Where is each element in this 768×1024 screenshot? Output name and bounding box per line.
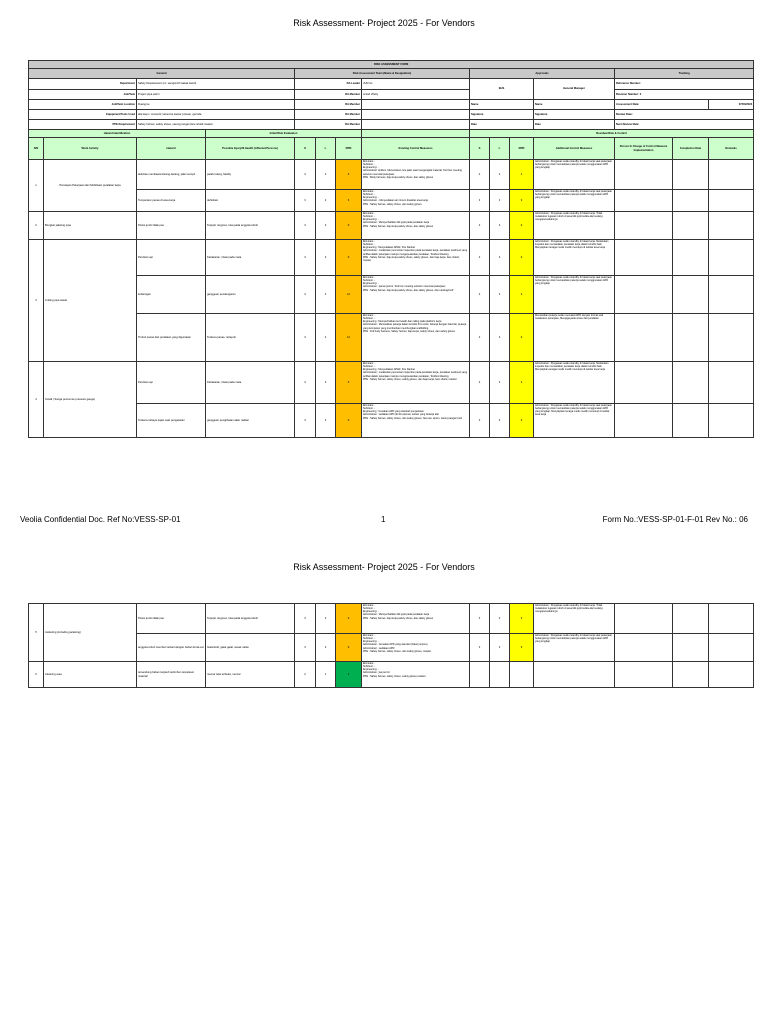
residual-likelihood-cell: 2 [490, 160, 510, 190]
spacer-header [362, 130, 470, 138]
rpn-cell: 2 [336, 662, 362, 688]
risk-assessment-table-continued [28, 603, 754, 688]
department-value: Safety Departement (cc. wengsinrih kakak kamil) [137, 79, 295, 90]
footer-form-number: Form No.:VESS-SP-01-F-01 Rev No.: 06 [602, 515, 748, 524]
rpn-cell: 9 [336, 404, 362, 438]
form-title: RISK ASSESSMENT FORM [29, 61, 754, 69]
equipment-label: Equipment/Tools Used [29, 110, 137, 120]
additional-controls-cell: Administrasi : Pengawas selalu standby di lokasi kerja saat pekerjaan berlangsung untuk memastikan pekerja selalu menggunakan APD yang lengkap [534, 634, 615, 662]
person-cell [615, 276, 673, 314]
hazard-cell: anggota tubuh memberi terkait dengan bahan kimia est [137, 634, 206, 662]
sn-cell: 6 [29, 662, 44, 688]
work-activity-cell: Cutting pipa waste [44, 240, 137, 362]
additional-controls-cell: Administrasi : Pengawas selalu standby di lokasi kerja. Melakukan inspeksi dan memastikan peralatan kerja dalam kondisi baik. Menyiapkan tenaga medis medik menutupi di sekitar area kerja [534, 240, 615, 276]
residual-severity-cell: 3 [470, 314, 490, 362]
additional-controls-cell: Administrasi : Pengawas selalu standby di lokasi kerja saat pekerjaan berlangsung untuk memastikan pekerja selalu menggunakan APD yang lengkap, Menyiapkan tenaga medis medik menutupi di sekitar area kerja [534, 404, 615, 438]
remarks-cell [709, 314, 754, 362]
existing-controls-cell: Eliminasi: - Subtitusi: - Engineering: - Administrasi : pacsa permit, Tool box meeting sebelum memulai pekerjaan PPE : Safety helmet, baju kerja,safety shoes, dan safety gloves, dan earplug/muff [362, 276, 470, 314]
likelihood-cell: 3 [316, 634, 336, 662]
residual-severity-cell: 3 [470, 276, 490, 314]
severity-cell: 3 [295, 160, 316, 190]
existing-controls-cell: Eliminasi: - Subtitusi: - Engineering : Menyediakan APAR, Fire blanket Administrasi : melakukan pencucian inspection pada peralatan kerja, peralatan sediment yang terlibat dalam pekerjaan mampu mengoperasikan peralatan, Toolbox Meeting PPE : Safety helmet, baju kerja,safety shoes, safety gloves, dan baju kerja, face shield, masker [362, 240, 470, 276]
hazard-cell: Percikan api [137, 240, 206, 276]
residual-rpn-cell: 9 [510, 362, 534, 404]
likelihood-cell: 2 [316, 190, 336, 212]
residual-severity-cell: 3 [470, 190, 490, 212]
hazard-cell: kebisingan [137, 276, 206, 314]
signature-label: Signature [470, 110, 534, 120]
remarks-cell [709, 276, 754, 314]
completion-cell [673, 240, 709, 276]
injury-cell: Terjepit, tergores, luka pada anggota tubuh [206, 212, 295, 240]
hazard-cell: tersandung bahan terjatuh tertimbun terpeleset material [137, 662, 206, 688]
assessment-date-label: Assessment Date: [615, 100, 709, 110]
ppe-value: Safety helmet, safety shoes, sarung tangan,face shield,masker [137, 120, 295, 130]
sn-cell: 2 [29, 212, 44, 240]
additional-controls-cell: Administrasi : Pengawas selalu standby di lokasi kerja saat pekerjaan berlangsung untuk memastikan pekerja selalu menggunakan APD yang lengkap [534, 160, 615, 190]
residual-likelihood-cell: 3 [490, 276, 510, 314]
severity-cell: 3 [295, 404, 316, 438]
hazard-identification-header: Hazard Identification [29, 130, 206, 138]
hazard-cell: Percikan api [137, 362, 206, 404]
col-rpn-residual: RPN [510, 138, 534, 160]
work-activity-cell: Persiapan Pekerjaan dan Mobilisasi peralatan kerja [44, 160, 137, 212]
residual-severity-cell: 3 [470, 634, 490, 662]
date-label-2: Date [534, 120, 615, 130]
residual-severity-cell: 2 [470, 160, 490, 190]
residual-likelihood-cell: 3 [490, 212, 510, 240]
ra-leader-label: RA Leader [295, 79, 362, 90]
equipment-value: alat kayu / cementir, kloset ke kamar prosesi, gerinda [137, 110, 295, 120]
additional-controls-cell: Administrasi : Pengawas selalu standby di lokasi kerja saat pekerjaan berlangsung untuk memastikan pekerja selalu menggunakan APD yang lengkap [534, 190, 615, 212]
likelihood-cell: 3 [316, 212, 336, 240]
hazard-cell: Temperatur panas di area kerja [137, 190, 206, 212]
severity-cell: 3 [295, 190, 316, 212]
ehs-label: EHS [470, 79, 534, 100]
existing-controls-cell: Eliminasi: - Subtitusi: - Engineering : Memperhatikan ke bawah dan railing pada platform kerja Administrasi : Memastikan pekerja dalam kondisi fit to work, bekerja dengan hati-hati, pekerja yang kompeten yang memberikan membungkai scaffolding PPE : Full body harness, Safety helmet, baju kerja, safety shoes, dan safety gloves [362, 314, 470, 362]
col-l-residual: L [490, 138, 510, 160]
severity-cell: 3 [295, 314, 316, 362]
location-value: Ruang ke [137, 100, 295, 110]
likelihood-cell: 3 [316, 604, 336, 634]
residual-rpn-cell: 9 [510, 634, 534, 662]
initial-risk-header: Initial Risk Evaluation [206, 130, 362, 138]
revision-number-label: Revision Number: 0 [615, 90, 754, 100]
job-task-value: Project pipa sarinr [137, 90, 295, 100]
injury-cell: dehidrasi [206, 190, 295, 212]
remarks-cell [709, 190, 754, 212]
residual-likelihood-cell: 3 [490, 604, 510, 634]
col-l: L [316, 138, 336, 160]
approvals-header: Approvals [470, 69, 615, 79]
sn-cell: 5 [29, 604, 44, 662]
residual-risk-header: Residual Risk & Control [470, 130, 754, 138]
rpn-cell: 9 [336, 240, 362, 276]
person-cell [615, 190, 673, 212]
likelihood-cell: 3 [316, 404, 336, 438]
rpn-cell: 12 [336, 276, 362, 314]
residual-severity-cell: 3 [470, 212, 490, 240]
person-cell [615, 404, 673, 438]
residual-likelihood-cell [490, 662, 510, 688]
person-cell [615, 314, 673, 362]
person-cell [615, 662, 673, 688]
general-header: General [29, 69, 295, 79]
ra-leader-value: JUM ret [362, 79, 470, 90]
additional-controls-cell: Administrasi : Pengawas selalu standby di lokasi kerja. Melakukan inspeksi dan memastikan peralatan kerja dalam kondisi baik. Menyiapkan tenaga medis medik menutupi di sekitar area kerja [534, 362, 615, 404]
work-activity-cell: Cleaning area [44, 662, 137, 688]
col-completion-date: Completion Date [673, 138, 709, 160]
completion-cell [673, 362, 709, 404]
person-cell [615, 160, 673, 190]
injury-cell: Gatal kulit, gatal gatal, sesak nafas [206, 634, 295, 662]
residual-rpn-cell [510, 662, 534, 688]
person-cell [615, 604, 673, 634]
existing-controls-cell: Eliminasi: - Subtitusi: - Engineering: - Administrasi : Memperhatikan titik jepit pada peralatan kerja PPE : Safety helmet, baju kerja,safety shoes, dan safety gloves [362, 212, 470, 240]
person-cell [615, 362, 673, 404]
sn-cell: 3 [29, 240, 44, 362]
residual-rpn-cell: 9 [510, 604, 534, 634]
severity-cell: 3 [295, 212, 316, 240]
completion-cell [673, 276, 709, 314]
risk-assessment-table [28, 60, 754, 438]
residual-severity-cell: 3 [470, 404, 490, 438]
department-label: Department [29, 79, 137, 90]
injury-cell: gangguan pendengaran [206, 276, 295, 314]
completion-cell [673, 314, 709, 362]
injury-cell: patah tulang, fatality [206, 160, 295, 190]
additional-controls-cell: Administrasi : Pengawas selalu standby di lokasi kerja. Tidak melakukan tugasan tubuh di area titik jepit ketika alat sedang mengoperasikannya [534, 212, 615, 240]
col-sn: S/N [29, 138, 44, 160]
hazard-cell: Posisi jumbi tidak pas [137, 604, 206, 634]
hazard-cell: Timbul panas dari peralatan yang digunakan [137, 314, 206, 362]
injury-cell: Kebakaran, iritasi pada mata [206, 362, 295, 404]
existing-controls-cell: Eliminasi: - Subtitusi: - Engineering : Gunakan APD yang standart pengelasan Administrasi : sediakan APD (kit kit operasi, sekian yang bekerja dan PPE : Safety helmet, safety shoes, dan safety gloves, face las, apron, sarung tangan kulit [362, 404, 470, 438]
ra-member-label-3: RA Member [295, 110, 362, 120]
completion-cell [673, 212, 709, 240]
existing-controls-cell: Eliminasi: - Subtitusi: - Engineering: - Administrasi : Memperhatikan titik jepit pada peralatan kerja PPE : Safety helmet, baju kerja,safety shoes, dan safety gloves [362, 604, 470, 634]
location-label: Job/Task Location [29, 100, 137, 110]
severity-cell: 3 [295, 604, 316, 634]
ppe-label: PPE Requirement [29, 120, 137, 130]
additional-controls-cell: Administrasi : Pengawas selalu standby di lokasi kerja. Tidak melakukan tugasan tubuh di area titik jepit ketika alat sedang mengoperasikannya [534, 604, 615, 634]
remarks-cell [709, 160, 754, 190]
col-s-residual: S [470, 138, 490, 160]
remarks-cell [709, 404, 754, 438]
col-injury: Possible Injury/Ill Health (Affected Persons) [206, 138, 295, 160]
residual-rpn-cell: 9 [510, 314, 534, 362]
injury-cell: Terjepit, tergores, luka pada anggota tubuh [206, 604, 295, 634]
severity-cell: 2 [295, 662, 316, 688]
team-header: Risk Assessment Team (Name & Designation) [295, 69, 470, 79]
severity-cell: 3 [295, 240, 316, 276]
hazard-cell: Terkena cahaya pajan saat pengelasan [137, 404, 206, 438]
residual-likelihood-cell: 3 [490, 190, 510, 212]
review-date-label: Review Date: [615, 110, 754, 120]
ra-member-value-4 [362, 120, 470, 130]
job-task-label: Job/Task [29, 90, 137, 100]
hazard-cell: aktivitas membawa barang-barang, jalan sempit [137, 160, 206, 190]
residual-likelihood-cell: 3 [490, 240, 510, 276]
existing-controls-cell: Eliminasi: - Subtitusi: - Engineering: - Administrasi: - Menyediakan air minum disekitar area kerja PPE : Safety helmet, safety shoes, dan safety gloves [362, 190, 470, 212]
existing-controls-cell: Eliminasi: - Subtitusi: - Engineering : Menyediakan APAR, Fire blanket Administrasi : melakukan pencucian inspection pada peralatan kerja, peralatan sediment yang terlibat dalam pekerjaan mampu mengoperasikan peralatan, Toolbox Meeting PPE : Safety helmet, safety shoes, safety gloves, dan baju kerja, face shield, masker [362, 362, 470, 404]
residual-rpn-cell: 9 [510, 276, 534, 314]
sn-cell: 1 [29, 160, 44, 212]
likelihood-cell: 1 [316, 662, 336, 688]
existing-controls-cell: Eliminasi: - Subtitusi: - Engineering: - Administrasi : jsa permit PPE : Safety helmet, safety shoes, safety gloves,masker [362, 662, 470, 688]
footer-page-number: 1 [381, 515, 386, 524]
rpn-cell: 9 [336, 604, 362, 634]
residual-rpn-cell: 9 [510, 212, 534, 240]
severity-cell: 3 [295, 276, 316, 314]
severity-cell: 3 [295, 634, 316, 662]
residual-severity-cell [470, 662, 490, 688]
completion-cell [673, 662, 709, 688]
ra-member-label-1: RA Member [295, 90, 362, 100]
next-review-date-label: Next Review Date: [615, 120, 754, 130]
remarks-cell [709, 240, 754, 276]
name-label: Name [470, 100, 534, 110]
name-label-2: Name [534, 100, 615, 110]
residual-rpn-cell: 9 [510, 404, 534, 438]
col-existing-controls: Existing Control Measures [362, 138, 470, 160]
completion-cell [673, 160, 709, 190]
page-title-2: Risk Assessment- Project 2025 - For Vendors [293, 562, 475, 572]
signature-label-2: Signature [534, 110, 615, 120]
ra-member-value-3 [362, 110, 470, 120]
severity-cell: 3 [295, 362, 316, 404]
completion-cell [673, 634, 709, 662]
remarks-cell [709, 362, 754, 404]
col-work-activity: Work Activity [44, 138, 137, 160]
injury-cell: memar luka terbuka, memar [206, 662, 295, 688]
residual-severity-cell: 3 [470, 240, 490, 276]
residual-likelihood-cell: 3 [490, 362, 510, 404]
injury-cell: gangguan penglihatan akan radiasi [206, 404, 295, 438]
work-activity-cell: Bongkar jaketing pipa [44, 212, 137, 240]
likelihood-cell: 3 [316, 362, 336, 404]
residual-severity-cell: 3 [470, 604, 490, 634]
residual-likelihood-cell: 3 [490, 404, 510, 438]
remarks-cell [709, 212, 754, 240]
residual-rpn-cell: 9 [510, 190, 534, 212]
residual-rpn-cell: 4 [510, 160, 534, 190]
residual-rpn-cell: 9 [510, 240, 534, 276]
rpn-cell: 9 [336, 362, 362, 404]
remarks-cell [709, 662, 754, 688]
remarks-cell [709, 604, 754, 634]
ra-member-label-4: RA Member [295, 120, 362, 130]
col-remarks: Remarks [709, 138, 754, 160]
page-title: Risk Assessment- Project 2025 - For Vendors [293, 18, 475, 28]
person-cell [615, 634, 673, 662]
completion-cell [673, 604, 709, 634]
injury-cell: Kebakaran, iritasi pada mata [206, 240, 295, 276]
col-hazard: Hazard [137, 138, 206, 160]
tracking-header: Tracking [615, 69, 754, 79]
residual-likelihood-cell: 3 [490, 634, 510, 662]
footer-doc-ref: Veolia Confidential Doc. Ref No:VESS-SP-01 [20, 515, 181, 524]
existing-controls-cell: Eliminasi: - Subtitusi: - Engineering: - Administrasi: toolbox, Menentukan rute jalan saat mengangkat material, Tool box meeting sebelum memulai pekerjaan PPE : Body harness, baju kerja,safety shoes, dan safety gloves [362, 160, 470, 190]
completion-cell [673, 404, 709, 438]
residual-likelihood-cell: 3 [490, 314, 510, 362]
gm-label: General Manager [534, 79, 615, 100]
date-label: Date [470, 120, 534, 130]
col-s: S [295, 138, 316, 160]
reference-number-label: Reference Number: [615, 79, 754, 90]
likelihood-cell: 2 [316, 160, 336, 190]
rpn-cell: 6 [336, 190, 362, 212]
residual-severity-cell: 3 [470, 362, 490, 404]
rpn-cell: 9 [336, 634, 362, 662]
col-additional-controls: Additional Control Measures [534, 138, 615, 160]
remarks-cell [709, 634, 754, 662]
work-activity-cell: Jacketing (including jacketing) [44, 604, 137, 662]
additional-controls-cell: Administrasi : Pengawas selalu standby di lokasi kerja saat pekerjaan berlangsung untuk memastikan pekerja selalu menggunakan APD yang lengkap [534, 276, 615, 314]
ra-member-label-2: RA Member [295, 100, 362, 110]
rpn-cell: 6 [336, 160, 362, 190]
additional-controls-cell: Memastikan pekerja selalu memakai APD dengan format wali melakukan pekerjaan, Menjaga jarak aman dari peralatan [534, 314, 615, 362]
completion-cell [673, 190, 709, 212]
hazard-cell: Posisi jumbi tidak pas [137, 212, 206, 240]
person-cell [615, 240, 673, 276]
work-activity-cell: Install ( Sanga pemomse pressure gauge) [44, 362, 137, 438]
existing-controls-cell: Eliminasi: - Subtitusi: - Engineering: - Administrasi : Gunakan APD yang standart (Jaket jumpsu) Administrasi : sediakan APD PPE : Safety helmet, safety shoes, dan safety gloves, masker [362, 634, 470, 662]
likelihood-cell: 4 [316, 314, 336, 362]
additional-controls-cell [534, 662, 615, 688]
likelihood-cell: 3 [316, 240, 336, 276]
rpn-cell: 12 [336, 314, 362, 362]
injury-cell: Terkena panas, terlepuh [206, 314, 295, 362]
ra-member-value-1: Arsod Vifelty [362, 90, 470, 100]
rpn-cell: 9 [336, 212, 362, 240]
ra-member-value-2 [362, 100, 470, 110]
assessment-date-value: 07/03/2024 [709, 100, 754, 110]
person-cell [615, 212, 673, 240]
col-rpn: RPN [336, 138, 362, 160]
col-person-in-charge: Person In Charge of Control Measure Implementation [615, 138, 673, 160]
likelihood-cell: 4 [316, 276, 336, 314]
sn-cell: 4 [29, 362, 44, 438]
